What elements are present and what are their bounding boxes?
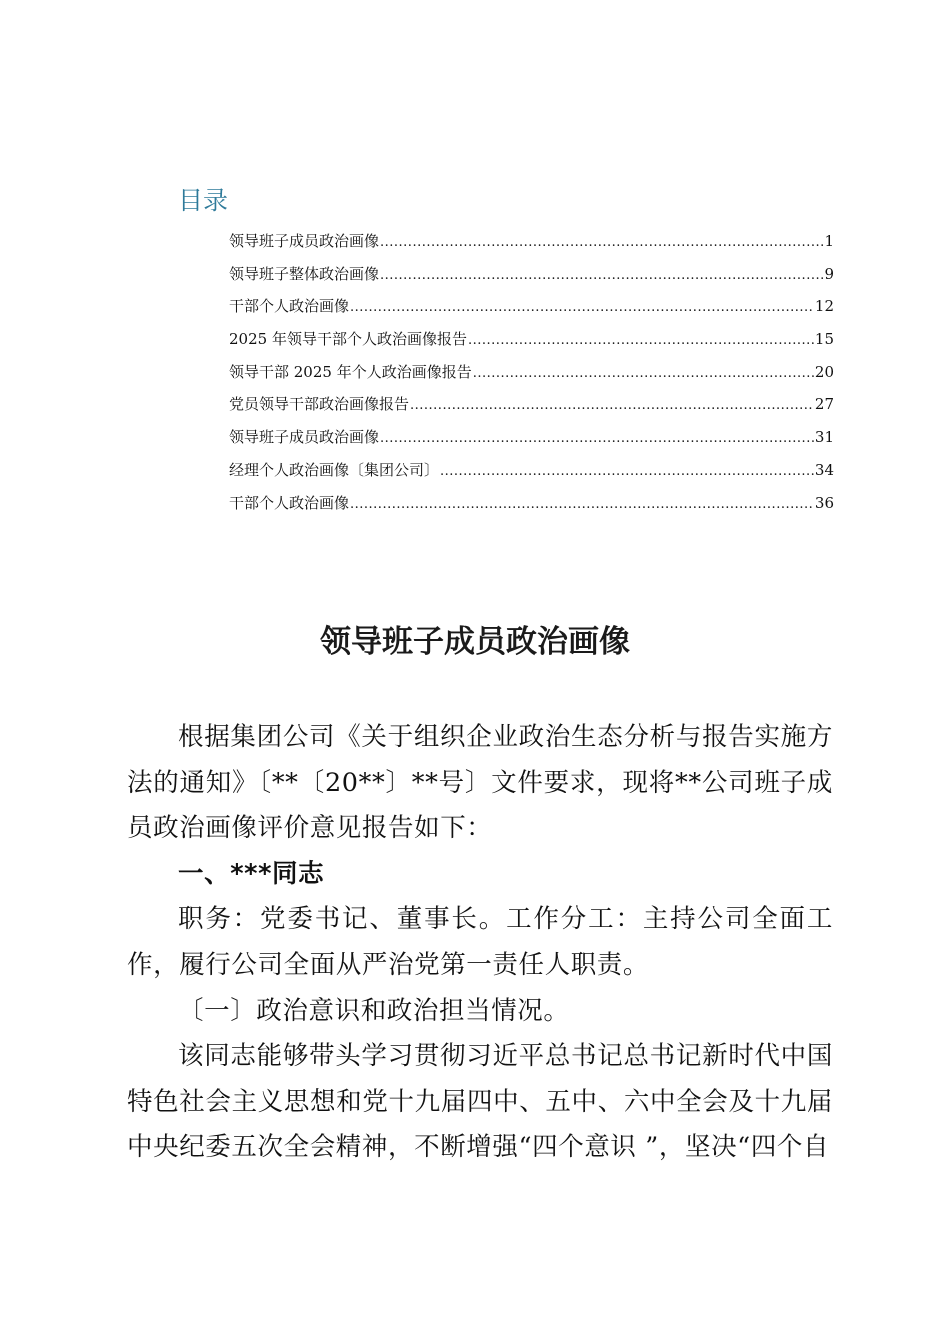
document-title: 领导班子成员政治画像 xyxy=(320,624,630,660)
toc-entry-page: 20 xyxy=(814,362,834,381)
toc-entry-page: 31 xyxy=(814,428,834,447)
toc-entry-page: 36 xyxy=(814,493,834,512)
toc-entry-title: 干部个人政治画像 xyxy=(229,493,350,512)
toc-entry[interactable] xyxy=(229,356,834,389)
toc-entry[interactable] xyxy=(229,421,834,454)
toc-entry-page: 34 xyxy=(814,460,834,479)
toc-entry[interactable] xyxy=(229,323,834,356)
subsection-heading: 〔一〕政治意识和政治担当情况。 xyxy=(178,995,570,1026)
toc-entry-page: 15 xyxy=(814,330,834,349)
toc-dot-leader xyxy=(380,260,823,293)
toc-entry[interactable] xyxy=(229,225,834,258)
toc-entry[interactable] xyxy=(229,454,834,487)
table-of-contents xyxy=(229,225,834,519)
toc-entry-page: 27 xyxy=(814,395,834,414)
toc-dot-leader xyxy=(473,358,814,391)
toc-heading: 目录 xyxy=(178,186,229,215)
toc-entry-title: 领导干部 2025 年个人政治画像报告 xyxy=(229,362,472,381)
toc-dot-leader xyxy=(380,227,823,260)
toc-entry-title: 2025 年领导干部个人政治画像报告 xyxy=(229,330,467,349)
toc-entry-title: 领导班子成员政治画像 xyxy=(229,428,380,447)
body-paragraph: 该同志能够带头学习贯彻习近平总书记总书记新时代中国特色社会主义思想和党十九届四中、五中、六中全会及十九届中央纪委五次全会精神，不断增强“四个意识 ”，坚决“四个自 xyxy=(127,1041,833,1163)
toc-entry[interactable] xyxy=(229,388,834,421)
toc-entry-title: 领导班子整体政治画像 xyxy=(229,264,380,283)
toc-entry[interactable] xyxy=(229,487,834,520)
toc-dot-leader xyxy=(380,423,814,456)
toc-entry-page: 12 xyxy=(814,297,834,316)
toc-dot-leader xyxy=(350,292,814,325)
toc-entry[interactable] xyxy=(229,258,834,291)
toc-entry-page: 9 xyxy=(824,264,834,283)
toc-entry-title: 干部个人政治画像 xyxy=(229,297,350,316)
toc-entry-title: 领导班子成员政治画像 xyxy=(229,232,380,250)
intro-paragraph: 根据集团公司《关于组织企业政治生态分析与报告实施方法的通知》〔**〔20**〕**号〕文件要求，现将**公司班子成员政治画像评价意见报告如下： xyxy=(127,722,833,844)
document-body xyxy=(127,715,833,1171)
toc-entry-title: 党员领导干部政治画像报告 xyxy=(229,395,410,414)
section-heading: 一、***同志 xyxy=(178,858,325,889)
toc-dot-leader xyxy=(468,325,814,358)
toc-dot-leader xyxy=(350,489,814,522)
toc-entry-page: 1 xyxy=(824,232,834,250)
toc-entry[interactable] xyxy=(229,290,834,323)
toc-dot-leader xyxy=(410,390,814,423)
duty-paragraph: 职务：党委书记、董事长。工作分工：主持公司全面工作，履行公司全面从严治党第一责任人职责。 xyxy=(127,904,833,980)
toc-entry-title: 经理个人政治画像〔集团公司〕 xyxy=(229,460,440,479)
toc-dot-leader xyxy=(440,456,814,489)
